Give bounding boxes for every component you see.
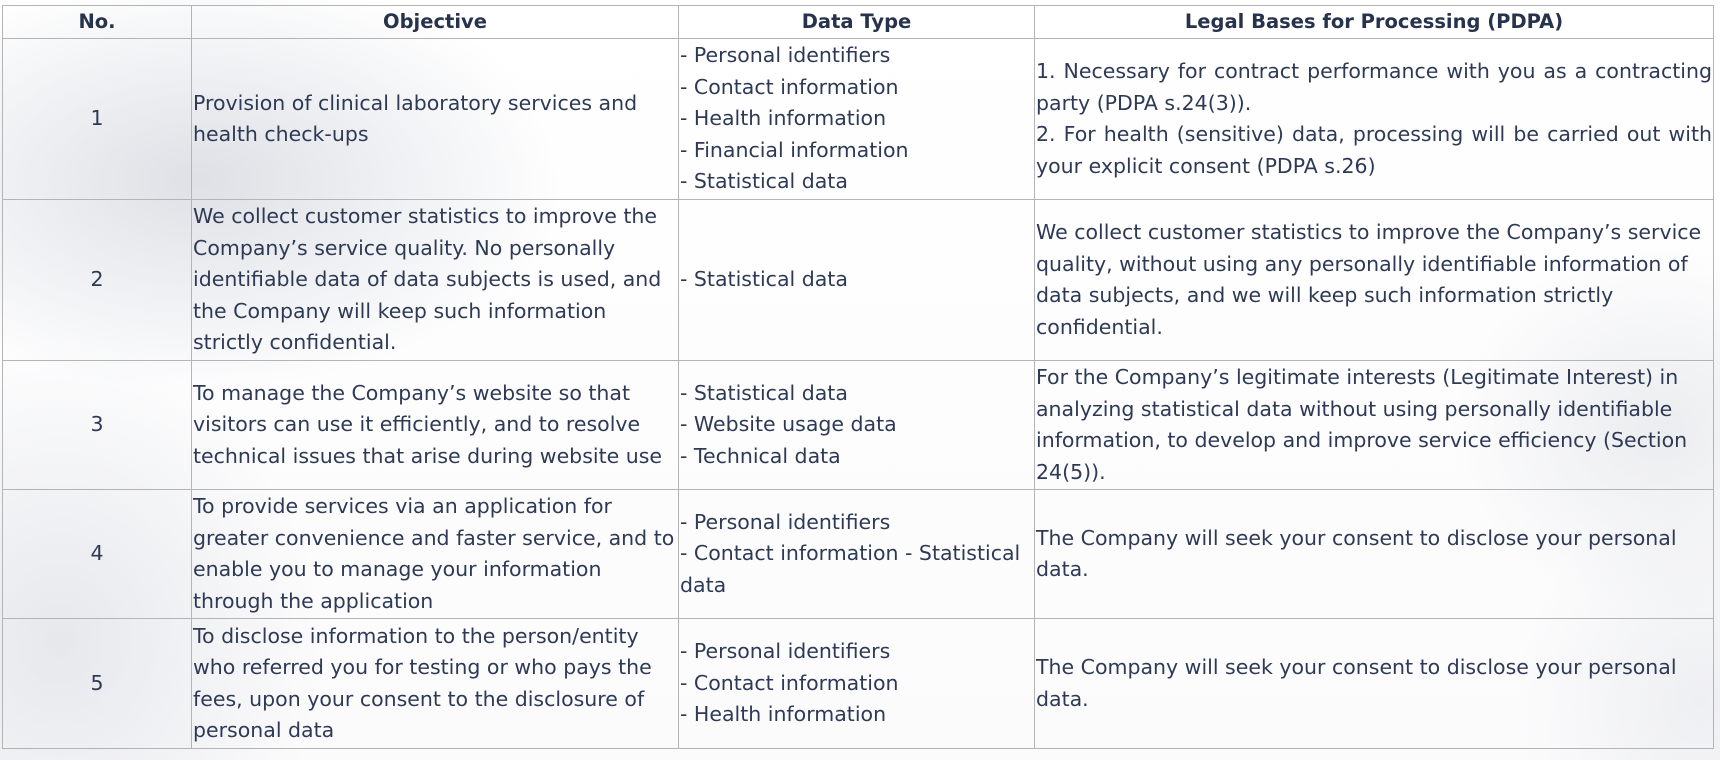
data-type-item: - Website usage data (680, 412, 897, 437)
legal-basis-item: The Company will seek your consent to disclose your personal data. (1036, 655, 1677, 711)
objective-cell: To provide services via an application for greater convenience and faster service, and to enable you to manage your information through the application (192, 490, 679, 619)
table-row (3, 490, 1714, 619)
row-number: 3 (3, 361, 192, 490)
header-objective: Objective (192, 6, 679, 39)
objective-cell: Provision of clinical laboratory services and health check-ups (192, 39, 679, 200)
table-row (3, 361, 1714, 490)
objective-cell: We collect customer statistics to improve the Company’s service quality. No personally identifiable data of data subjects is used, and the Company will keep such information strictly confidential. (192, 200, 679, 361)
legal-basis-item: 2. For health (sensitive) data, processing will be carried out with your explicit consent (PDPA s.26) (1036, 122, 1712, 178)
data-type-item: - Financial information (680, 137, 909, 162)
legal-basis-cell (1035, 361, 1714, 490)
data-type-item: - Technical data (680, 443, 841, 468)
table-row (3, 39, 1714, 200)
data-type-cell (679, 200, 1035, 361)
data-type-item: - Health information (680, 702, 887, 727)
objective-cell: To manage the Company’s website so that visitors can use it efficiently, and to resolve technical issues that arise during website use (192, 361, 679, 490)
table-header-row (3, 6, 1714, 39)
legal-basis-item: 1. Necessary for contract performance with you as a contracting party (PDPA s.24(3)). (1036, 59, 1712, 115)
data-type-item: - Personal identifiers (680, 509, 891, 534)
data-type-item: - Contact information (680, 74, 899, 99)
header-legal-basis: Legal Bases for Processing (PDPA) (1035, 6, 1714, 39)
row-number: 1 (3, 39, 192, 200)
data-type-cell (679, 361, 1035, 490)
legal-basis-cell (1035, 619, 1714, 749)
legal-basis-cell (1035, 490, 1714, 619)
data-type-item: - Statistical data (680, 380, 848, 405)
legal-basis-cell (1035, 39, 1714, 200)
legal-basis-item: We collect customer statistics to improve the Company’s service quality, without using any personally identifiable information of data subjects, and we will keep such information strictly confidential. (1036, 220, 1702, 339)
data-type-cell (679, 619, 1035, 749)
data-type-item: - Contact information - Statistical data (680, 541, 1021, 597)
data-type-item: - Health information (680, 106, 887, 131)
data-type-item: - Personal identifiers (680, 43, 891, 68)
data-type-cell (679, 39, 1035, 200)
legal-basis-cell (1035, 200, 1714, 361)
header-data-type: Data Type (679, 6, 1035, 39)
pdpa-processing-table (2, 5, 1714, 749)
table-row (3, 200, 1714, 361)
legal-basis-item: For the Company’s legitimate interests (Legitimate Interest) in analyzing statistical data without using personally identifiable information, to develop and improve service efficiency (Section 24(5)). (1036, 365, 1688, 484)
legal-basis-item: The Company will seek your consent to disclose your personal data. (1036, 525, 1677, 581)
objective-cell: To disclose information to the person/entity who referred you for testing or who pays the fees, upon your consent to the disclosure of personal data (192, 619, 679, 749)
data-type-item: - Personal identifiers (680, 639, 891, 664)
data-type-item: - Statistical data (680, 169, 848, 194)
data-type-cell (679, 490, 1035, 619)
table-row (3, 619, 1714, 749)
data-type-item: - Contact information (680, 670, 899, 695)
data-type-item: - Statistical data (680, 267, 848, 292)
row-number: 4 (3, 490, 192, 619)
header-no: No. (3, 6, 192, 39)
row-number: 2 (3, 200, 192, 361)
row-number: 5 (3, 619, 192, 749)
